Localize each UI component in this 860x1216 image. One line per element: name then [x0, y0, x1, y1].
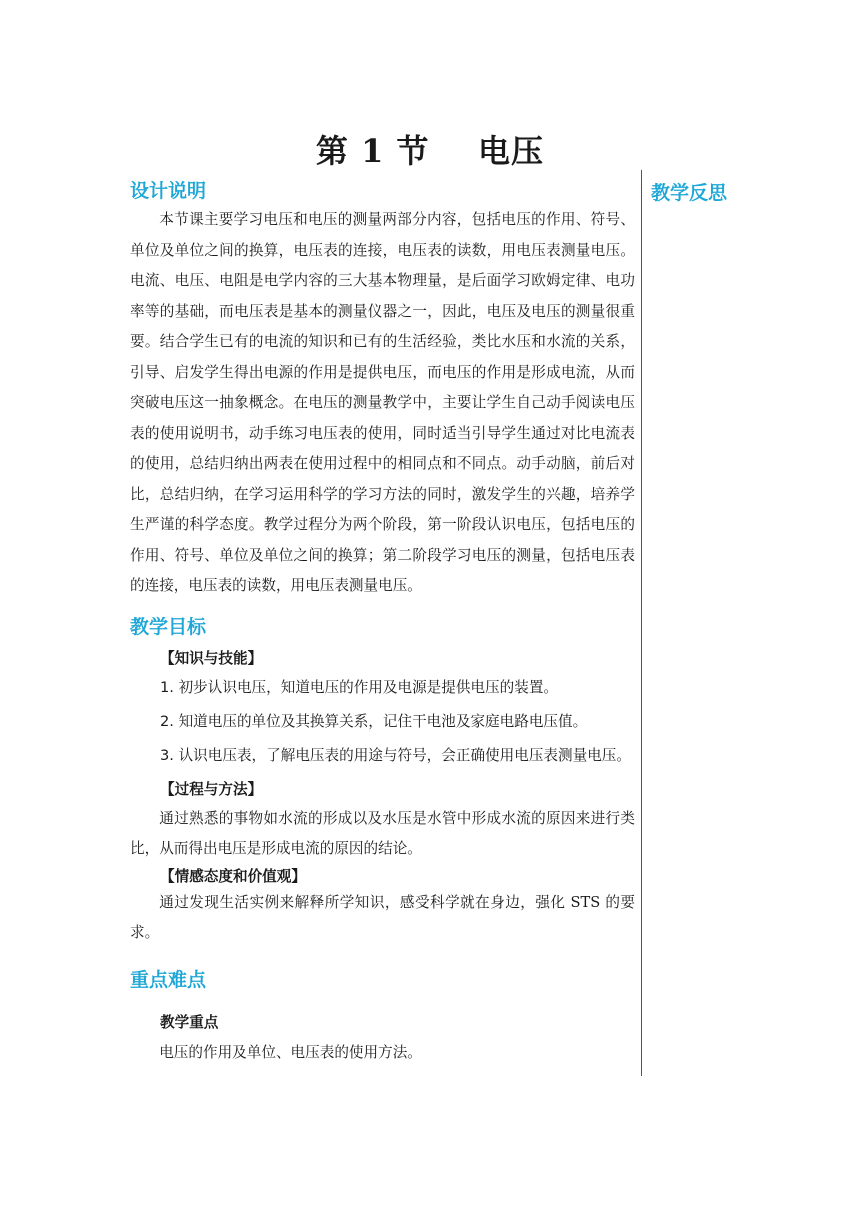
teaching-reflection-heading: 教学反思 [651, 182, 728, 204]
list-item: 2. 知道电压的单位及其换算关系，记住干电池及家庭电路电压值。 [160, 712, 588, 730]
teaching-objectives-heading: 教学目标 [130, 615, 207, 638]
key-difficult-points-heading: 重点难点 [130, 968, 207, 991]
column-divider [641, 170, 642, 1076]
page-title-topic: 电压 [478, 132, 545, 170]
knowledge-skills-heading: 【知识与技能】 [160, 649, 263, 667]
design-notes-paragraph: 本节课主要学习电压和电压的测量两部分内容，包括电压的作用、符号、单位及单位之间的换算，电压表的连接，电压表的读数，用电压表测量电压。电流、电压、电阻是电学内容的三大基本物理量，是后面学习欧姆定律、电功率等的基础，而电压表是基本的测量仪器之一，因此，电压及电压的测量很重要。结合学生已有的电流的知识和已有的生活经验，类比水压和水流的关系，引导、启发学生得出电源的作用是提供电压，而电压的作用是形成电流，从而突破电压这一抽象概念。在电压的测量教学中，主要让学生自己动手阅读电压表的使用说明书，动手练习电压表的使用，同时适当引导学生通过对比电流表的使用，总结归纳出两表在使用过程中的相同点和不同点。动手动脑，前后对比，总结归纳，在学习运用科学的学习方法的同时，激发学生的兴趣，培养学生严谨的科学态度。教学过程分为两个阶段，第一阶段认识电压，包括电压的作用、符号、单位及单位之间的换算；第二阶段学习电压的测量，包括电压表的连接，电压表的读数，用电压表测量电压。 [130, 211, 635, 594]
main-column [130, 178, 635, 1068]
knowledge-skills-list [130, 676, 635, 768]
process-methods-paragraph: 通过熟悉的事物如水流的形成以及水压是水管中形成水流的原因来进行类比，从而得出电压是形成电流的原因的结论。 [130, 809, 635, 857]
design-notes-heading: 设计说明 [130, 180, 207, 202]
page-title [0, 126, 860, 172]
page-title-section: 第 1 节 [315, 132, 430, 170]
teaching-focus-text: 电压的作用及单位、电压表的使用方法。 [159, 1043, 422, 1061]
list-item: 1. 初步认识电压，知道电压的作用及电源是提供电压的装置。 [160, 678, 559, 696]
emotion-values-paragraph: 通过发现生活实例来解释所学知识，感受科学就在身边，强化 STS 的要求。 [130, 893, 635, 941]
process-methods-heading: 【过程与方法】 [160, 780, 263, 798]
teaching-focus-heading: 教学重点 [160, 1013, 219, 1031]
list-item: 3. 认识电压表，了解电压表的用途与符号，会正确使用电压表测量电压。 [160, 746, 631, 764]
emotion-values-heading: 【情感态度和价值观】 [160, 867, 306, 885]
